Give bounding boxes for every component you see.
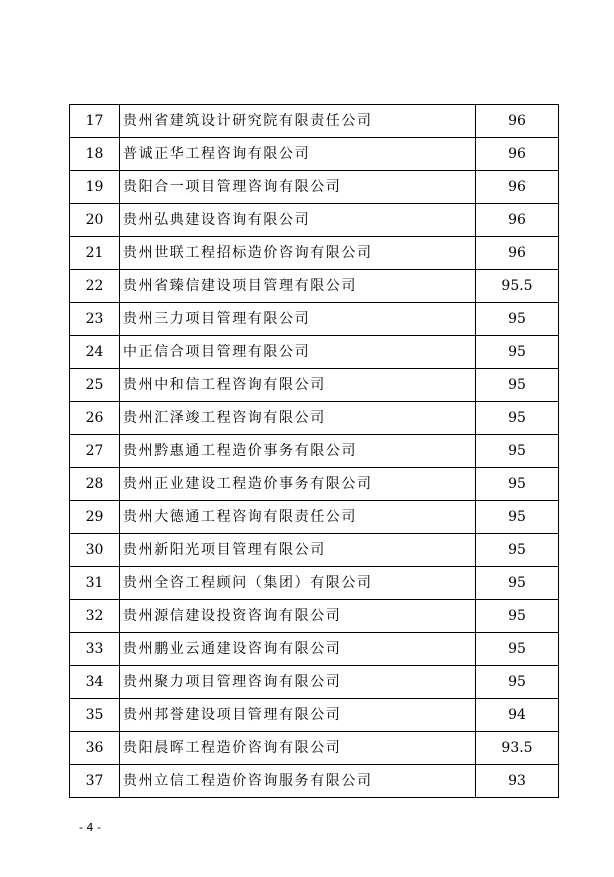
row-number: 36 bbox=[70, 732, 120, 765]
table-row bbox=[70, 633, 559, 666]
score-value: 95 bbox=[476, 402, 559, 435]
score-value: 96 bbox=[476, 237, 559, 270]
company-name: 贵州正业建设工程造价事务有限公司 bbox=[120, 468, 476, 501]
company-name: 贵州省建筑设计研究院有限责任公司 bbox=[120, 105, 476, 138]
score-value: 93.5 bbox=[476, 732, 559, 765]
score-value: 95.5 bbox=[476, 270, 559, 303]
row-number: 35 bbox=[70, 699, 120, 732]
company-name: 贵州中和信工程咨询有限公司 bbox=[120, 369, 476, 402]
table-row bbox=[70, 105, 559, 138]
company-name: 贵州全咨工程顾问（集团）有限公司 bbox=[120, 567, 476, 600]
score-value: 94 bbox=[476, 699, 559, 732]
company-name: 普诚正华工程咨询有限公司 bbox=[120, 138, 476, 171]
company-name: 贵阳晨晖工程造价咨询有限公司 bbox=[120, 732, 476, 765]
score-value: 93 bbox=[476, 765, 559, 798]
company-name: 贵州立信工程造价咨询服务有限公司 bbox=[120, 765, 476, 798]
table-row bbox=[70, 435, 559, 468]
table-row bbox=[70, 270, 559, 303]
table-row bbox=[70, 402, 559, 435]
row-number: 25 bbox=[70, 369, 120, 402]
table-row bbox=[70, 138, 559, 171]
score-value: 95 bbox=[476, 633, 559, 666]
company-name: 贵阳合一项目管理咨询有限公司 bbox=[120, 171, 476, 204]
row-number: 32 bbox=[70, 600, 120, 633]
score-value: 95 bbox=[476, 303, 559, 336]
company-name: 贵州弘典建设咨询有限公司 bbox=[120, 204, 476, 237]
score-value: 95 bbox=[476, 567, 559, 600]
row-number: 26 bbox=[70, 402, 120, 435]
row-number: 33 bbox=[70, 633, 120, 666]
row-number: 22 bbox=[70, 270, 120, 303]
row-number: 21 bbox=[70, 237, 120, 270]
table-row bbox=[70, 534, 559, 567]
table-row bbox=[70, 732, 559, 765]
score-value: 96 bbox=[476, 171, 559, 204]
score-value: 95 bbox=[476, 600, 559, 633]
company-name: 贵州源信建设投资咨询有限公司 bbox=[120, 600, 476, 633]
page-number: - 4 - bbox=[79, 821, 101, 834]
score-value: 95 bbox=[476, 369, 559, 402]
score-value: 96 bbox=[476, 138, 559, 171]
table-row bbox=[70, 765, 559, 798]
table-row bbox=[70, 600, 559, 633]
table-row bbox=[70, 567, 559, 600]
score-value: 95 bbox=[476, 435, 559, 468]
score-value: 95 bbox=[476, 501, 559, 534]
company-name: 贵州鹏业云通建设咨询有限公司 bbox=[120, 633, 476, 666]
score-value: 96 bbox=[476, 105, 559, 138]
table-row bbox=[70, 336, 559, 369]
row-number: 29 bbox=[70, 501, 120, 534]
row-number: 30 bbox=[70, 534, 120, 567]
row-number: 28 bbox=[70, 468, 120, 501]
row-number: 27 bbox=[70, 435, 120, 468]
row-number: 31 bbox=[70, 567, 120, 600]
table-row bbox=[70, 468, 559, 501]
company-name: 贵州汇泽竣工程咨询有限公司 bbox=[120, 402, 476, 435]
table-row bbox=[70, 237, 559, 270]
table-row bbox=[70, 369, 559, 402]
company-name: 贵州邦誉建设项目管理有限公司 bbox=[120, 699, 476, 732]
table-row bbox=[70, 501, 559, 534]
score-value: 95 bbox=[476, 336, 559, 369]
company-name: 贵州聚力项目管理咨询有限公司 bbox=[120, 666, 476, 699]
row-number: 20 bbox=[70, 204, 120, 237]
company-name: 贵州世联工程招标造价咨询有限公司 bbox=[120, 237, 476, 270]
row-number: 23 bbox=[70, 303, 120, 336]
company-name: 中正信合项目管理有限公司 bbox=[120, 336, 476, 369]
score-value: 95 bbox=[476, 468, 559, 501]
table-body bbox=[70, 105, 559, 798]
company-name: 贵州省臻信建设项目管理有限公司 bbox=[120, 270, 476, 303]
row-number: 34 bbox=[70, 666, 120, 699]
row-number: 24 bbox=[70, 336, 120, 369]
score-value: 95 bbox=[476, 534, 559, 567]
table-row bbox=[70, 303, 559, 336]
company-name: 贵州新阳光项目管理有限公司 bbox=[120, 534, 476, 567]
row-number: 18 bbox=[70, 138, 120, 171]
table-row bbox=[70, 699, 559, 732]
table-row bbox=[70, 666, 559, 699]
row-number: 19 bbox=[70, 171, 120, 204]
row-number: 17 bbox=[70, 105, 120, 138]
score-value: 96 bbox=[476, 204, 559, 237]
table-row bbox=[70, 171, 559, 204]
ranking-table bbox=[69, 104, 559, 798]
company-name: 贵州黔惠通工程造价事务有限公司 bbox=[120, 435, 476, 468]
company-name: 贵州三力项目管理有限公司 bbox=[120, 303, 476, 336]
row-number: 37 bbox=[70, 765, 120, 798]
table-row bbox=[70, 204, 559, 237]
company-name: 贵州大德通工程咨询有限责任公司 bbox=[120, 501, 476, 534]
score-value: 95 bbox=[476, 666, 559, 699]
